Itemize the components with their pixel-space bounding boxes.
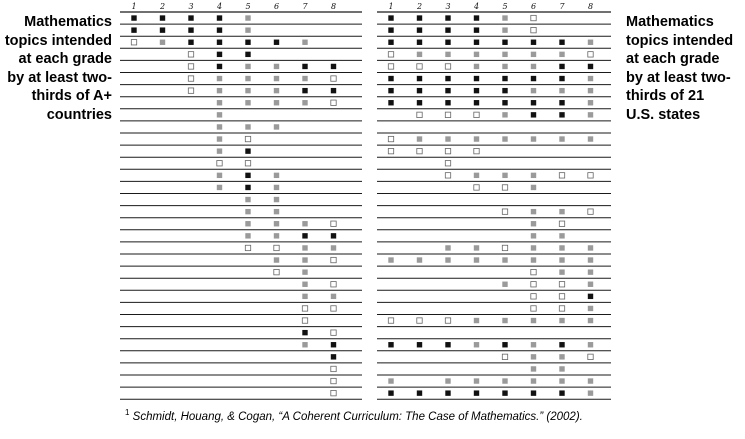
us-cell-gray (474, 52, 479, 57)
us-cell-white (474, 185, 479, 190)
aplus-cell-black (217, 52, 222, 57)
us-cell-black (388, 76, 393, 81)
footnote-marker: 1 (125, 408, 130, 417)
aplus-grade-label-2: 2 (159, 2, 166, 11)
us-cell-black (474, 88, 479, 93)
us-cell-gray (445, 378, 450, 383)
us-grade-label-8: 8 (587, 2, 594, 11)
us-cell-black (474, 15, 479, 20)
aplus-cell-black (217, 64, 222, 69)
aplus-cell-gray (274, 76, 279, 81)
aplus-cell-gray (302, 40, 307, 45)
us-cell-gray (588, 245, 593, 250)
us-cell-gray (531, 209, 536, 214)
aplus-cell-black (331, 88, 336, 93)
us-cell-black (502, 342, 507, 347)
us-cell-black (559, 64, 564, 69)
aplus-cell-gray (245, 88, 250, 93)
us-cell-gray (531, 221, 536, 226)
us-cell-gray (588, 318, 593, 323)
us-cell-gray (388, 257, 393, 262)
us-cell-white (559, 221, 564, 226)
aplus-cell-white (188, 64, 193, 69)
us-cell-black (531, 40, 536, 45)
us-cell-black (474, 100, 479, 105)
us-cell-gray (588, 342, 593, 347)
aplus-cell-black (188, 15, 193, 20)
us-cell-white (531, 27, 536, 32)
aplus-cell-white (331, 257, 336, 262)
us-cell-gray (531, 257, 536, 262)
aplus-cell-gray (274, 221, 279, 226)
aplus-cell-black (217, 40, 222, 45)
aplus-cell-gray (302, 221, 307, 226)
us-grade-label-5: 5 (502, 2, 508, 11)
us-cell-gray (531, 185, 536, 190)
aplus-cell-gray (302, 269, 307, 274)
us-cell-black (417, 76, 422, 81)
us-cell-gray (531, 64, 536, 69)
us-cell-black (388, 15, 393, 20)
us-cell-black (417, 40, 422, 45)
us-cell-white (445, 173, 450, 178)
us-cell-gray (531, 378, 536, 383)
aplus-cell-black (245, 52, 250, 57)
us-cell-gray (502, 15, 507, 20)
aplus-cell-white (188, 52, 193, 57)
us-cell-gray (531, 354, 536, 359)
us-cell-white (417, 318, 422, 323)
us-cell-gray (474, 378, 479, 383)
aplus-cell-gray (245, 64, 250, 69)
us-cell-black (502, 100, 507, 105)
aplus-cell-black (245, 148, 250, 153)
aplus-cell-white (131, 40, 136, 45)
us-cell-gray (588, 112, 593, 117)
aplus-cell-gray (274, 173, 279, 178)
aplus-cell-gray (217, 148, 222, 153)
us-cell-white (417, 112, 422, 117)
aplus-cell-gray (217, 100, 222, 105)
us-cell-black (531, 100, 536, 105)
aplus-cell-gray (245, 124, 250, 129)
us-cell-black (388, 342, 393, 347)
us-grade-label-7: 7 (559, 2, 565, 11)
us-cell-black (445, 390, 450, 395)
right-chart-label: Mathematics topics intended at each grade by at least two-thirds of 21 U.S. states (626, 14, 734, 123)
aplus-cell-gray (331, 245, 336, 250)
aplus-cell-black (302, 88, 307, 93)
us-cell-black (417, 390, 422, 395)
aplus-cell-gray (302, 76, 307, 81)
aplus-cell-black (131, 27, 136, 32)
aplus-cell-white (331, 330, 336, 335)
us-cell-gray (531, 173, 536, 178)
aplus-cell-black (160, 27, 165, 32)
us-cell-gray (588, 282, 593, 287)
us-cell-white (502, 185, 507, 190)
aplus-grade-label-1: 1 (131, 2, 137, 11)
us-cell-white (531, 282, 536, 287)
aplus-cell-gray (245, 100, 250, 105)
aplus-cell-black (188, 40, 193, 45)
us-cell-gray (474, 173, 479, 178)
aplus-cell-white (331, 282, 336, 287)
us-cell-black (417, 342, 422, 347)
aplus-cell-gray (217, 88, 222, 93)
us-cell-gray (588, 390, 593, 395)
aplus-cell-white (245, 245, 250, 250)
aplus-cell-gray (302, 342, 307, 347)
us-cell-black (474, 40, 479, 45)
us-cell-gray (474, 245, 479, 250)
aplus-cell-black (302, 64, 307, 69)
us-cell-black (502, 88, 507, 93)
aplus-cell-gray (217, 124, 222, 129)
us-cell-gray (502, 112, 507, 117)
us-cell-gray (559, 52, 564, 57)
aplus-cell-white (331, 100, 336, 105)
us-cell-white (388, 148, 393, 153)
us-cell-gray (417, 52, 422, 57)
us-cell-white (445, 318, 450, 323)
us-cell-white (474, 112, 479, 117)
us-cell-white (559, 306, 564, 311)
aplus-cell-gray (274, 124, 279, 129)
aplus-cell-gray (302, 257, 307, 262)
us-cell-gray (559, 88, 564, 93)
us-cell-gray (502, 173, 507, 178)
footnote (125, 408, 583, 423)
aplus-cell-white (245, 136, 250, 141)
aplus-cell-white (188, 76, 193, 81)
aplus-cell-gray (302, 294, 307, 299)
aplus-grade-label-8: 8 (330, 2, 337, 11)
us-cell-white (559, 294, 564, 299)
us-cell-black (388, 40, 393, 45)
aplus-cell-white (274, 245, 279, 250)
aplus-cell-gray (302, 245, 307, 250)
aplus-cell-gray (245, 76, 250, 81)
us-cell-gray (588, 136, 593, 141)
us-cell-white (445, 148, 450, 153)
us-cell-gray (559, 233, 564, 238)
us-cell-black (445, 40, 450, 45)
aplus-cell-gray (160, 40, 165, 45)
aplus-cell-gray (331, 294, 336, 299)
us-cell-gray (445, 136, 450, 141)
aplus-cell-white (217, 161, 222, 166)
us-cell-gray (559, 209, 564, 214)
aplus-cell-white (245, 161, 250, 166)
us-cell-gray (559, 318, 564, 323)
aplus-cell-gray (274, 233, 279, 238)
us-cell-gray (502, 52, 507, 57)
us-cell-black (417, 27, 422, 32)
aplus-cell-gray (245, 15, 250, 20)
us-cell-black (559, 40, 564, 45)
us-cell-gray (502, 64, 507, 69)
us-cell-black (502, 40, 507, 45)
us-cell-black (417, 88, 422, 93)
us-cell-gray (531, 52, 536, 57)
us-cell-black (502, 390, 507, 395)
aplus-grade-label-3: 3 (188, 2, 194, 11)
aplus-cell-gray (245, 221, 250, 226)
us-cell-black (445, 76, 450, 81)
us-cell-gray (445, 257, 450, 262)
us-cell-gray (588, 88, 593, 93)
us-cell-gray (531, 245, 536, 250)
us-cell-black (388, 390, 393, 395)
us-cell-gray (559, 378, 564, 383)
us-cell-gray (531, 318, 536, 323)
us-cell-black (445, 15, 450, 20)
us-cell-gray (559, 354, 564, 359)
us-cell-white (531, 294, 536, 299)
us-cell-gray (417, 257, 422, 262)
us-cell-black (417, 100, 422, 105)
us-cell-gray (388, 378, 393, 383)
aplus-cell-black (331, 342, 336, 347)
us-cell-white (388, 64, 393, 69)
us-cell-white (388, 52, 393, 57)
us-cell-white (588, 209, 593, 214)
us-cell-white (502, 245, 507, 250)
aplus-cell-black (245, 185, 250, 190)
us-cell-gray (588, 40, 593, 45)
aplus-cell-black (217, 15, 222, 20)
us-cell-black (474, 76, 479, 81)
aplus-cell-white (331, 378, 336, 383)
us-cell-white (445, 112, 450, 117)
aplus-cell-gray (217, 76, 222, 81)
aplus-cell-gray (274, 257, 279, 262)
us-cell-white (417, 64, 422, 69)
us-cell-black (417, 15, 422, 20)
us-cell-white (531, 269, 536, 274)
us-cell-black (559, 112, 564, 117)
aplus-cell-gray (245, 27, 250, 32)
us-cell-black (502, 76, 507, 81)
us-grade-label-1: 1 (388, 2, 394, 11)
us-cell-white (445, 64, 450, 69)
aplus-cell-white (302, 306, 307, 311)
us-cell-gray (474, 342, 479, 347)
us-cell-white (388, 136, 393, 141)
aplus-cell-gray (274, 64, 279, 69)
aplus-grade-label-5: 5 (245, 2, 251, 11)
us-cell-white (531, 15, 536, 20)
aplus-cell-gray (217, 173, 222, 178)
aplus-cell-gray (217, 136, 222, 141)
aplus-cell-black (245, 40, 250, 45)
aplus-cell-black (274, 40, 279, 45)
us-grade-label-6: 6 (530, 2, 537, 11)
aplus-cell-black (160, 15, 165, 20)
us-cell-gray (502, 282, 507, 287)
aplus-grade-label-7: 7 (302, 2, 308, 11)
aplus-cell-black (217, 27, 222, 32)
us-grade-label-3: 3 (445, 2, 451, 11)
a-plus-countries-chart (120, 0, 362, 400)
left-chart-label: Mathematics topics intended at each grade by at least two-thirds of A+ countries (4, 14, 112, 123)
us-cell-white (445, 161, 450, 166)
aplus-cell-gray (302, 100, 307, 105)
us-cell-black (388, 88, 393, 93)
us-cell-gray (474, 318, 479, 323)
us-cell-gray (588, 378, 593, 383)
us-cell-gray (559, 257, 564, 262)
aplus-cell-black (245, 173, 250, 178)
aplus-cell-gray (302, 282, 307, 287)
aplus-cell-gray (245, 233, 250, 238)
us-cell-white (588, 173, 593, 178)
aplus-grade-label-4: 4 (216, 2, 223, 11)
us-cell-gray (531, 366, 536, 371)
us-cell-black (559, 100, 564, 105)
aplus-cell-black (302, 330, 307, 335)
us-cell-black (559, 390, 564, 395)
footnote-citation: Schmidt, Houang, & Cogan, “A Coherent Curriculum: The Case of Mathematics.” (2002). (132, 410, 583, 423)
aplus-cell-white (331, 76, 336, 81)
aplus-cell-black (331, 233, 336, 238)
us-cell-gray (531, 88, 536, 93)
us-cell-white (559, 282, 564, 287)
us-cell-white (588, 354, 593, 359)
us-cell-gray (531, 342, 536, 347)
us-cell-white (474, 148, 479, 153)
us-cell-black (445, 27, 450, 32)
us-cell-black (474, 27, 479, 32)
us-cell-gray (559, 366, 564, 371)
us-cell-gray (445, 245, 450, 250)
aplus-cell-gray (217, 185, 222, 190)
aplus-cell-white (302, 318, 307, 323)
us-cell-black (388, 27, 393, 32)
us-cell-white (417, 148, 422, 153)
us-cell-gray (502, 257, 507, 262)
us-cell-black (559, 342, 564, 347)
us-cell-gray (588, 257, 593, 262)
us-cell-black (474, 390, 479, 395)
us-grade-label-2: 2 (416, 2, 423, 11)
us-cell-black (445, 100, 450, 105)
us-cell-white (559, 173, 564, 178)
us-cell-gray (559, 269, 564, 274)
us-cell-gray (502, 378, 507, 383)
us-cell-gray (445, 52, 450, 57)
aplus-cell-white (331, 306, 336, 311)
us-cell-black (531, 390, 536, 395)
us-cell-gray (417, 136, 422, 141)
us-cell-gray (588, 269, 593, 274)
us-cell-gray (559, 136, 564, 141)
us-cell-black (531, 76, 536, 81)
aplus-cell-gray (245, 197, 250, 202)
us-cell-black (531, 112, 536, 117)
aplus-grade-label-6: 6 (273, 2, 280, 11)
us-cell-white (502, 354, 507, 359)
us-cell-gray (588, 100, 593, 105)
us-cell-white (502, 209, 507, 214)
aplus-cell-white (331, 366, 336, 371)
aplus-cell-white (274, 269, 279, 274)
us-cell-gray (474, 257, 479, 262)
aplus-cell-gray (274, 209, 279, 214)
us-cell-gray (502, 27, 507, 32)
aplus-cell-gray (274, 185, 279, 190)
aplus-cell-white (331, 390, 336, 395)
us-cell-gray (531, 233, 536, 238)
us-cell-white (531, 306, 536, 311)
aplus-cell-black (302, 233, 307, 238)
us-grade-label-4: 4 (473, 2, 480, 11)
us-states-chart (377, 0, 611, 400)
aplus-cell-black (331, 64, 336, 69)
aplus-cell-white (331, 221, 336, 226)
us-cell-gray (474, 136, 479, 141)
us-cell-gray (531, 136, 536, 141)
us-cell-gray (588, 76, 593, 81)
aplus-cell-gray (274, 88, 279, 93)
aplus-cell-black (331, 354, 336, 359)
us-cell-gray (502, 318, 507, 323)
aplus-cell-gray (245, 209, 250, 214)
us-cell-gray (588, 306, 593, 311)
us-cell-gray (559, 245, 564, 250)
us-cell-gray (502, 136, 507, 141)
us-cell-white (588, 52, 593, 57)
aplus-cell-black (131, 15, 136, 20)
us-cell-black (445, 342, 450, 347)
aplus-cell-gray (217, 112, 222, 117)
us-cell-black (445, 88, 450, 93)
us-cell-gray (474, 64, 479, 69)
aplus-cell-gray (274, 197, 279, 202)
us-cell-white (388, 318, 393, 323)
aplus-cell-gray (274, 100, 279, 105)
aplus-cell-white (188, 88, 193, 93)
aplus-cell-black (188, 27, 193, 32)
us-cell-black (588, 294, 593, 299)
us-cell-black (559, 76, 564, 81)
us-cell-black (588, 64, 593, 69)
us-cell-black (388, 100, 393, 105)
